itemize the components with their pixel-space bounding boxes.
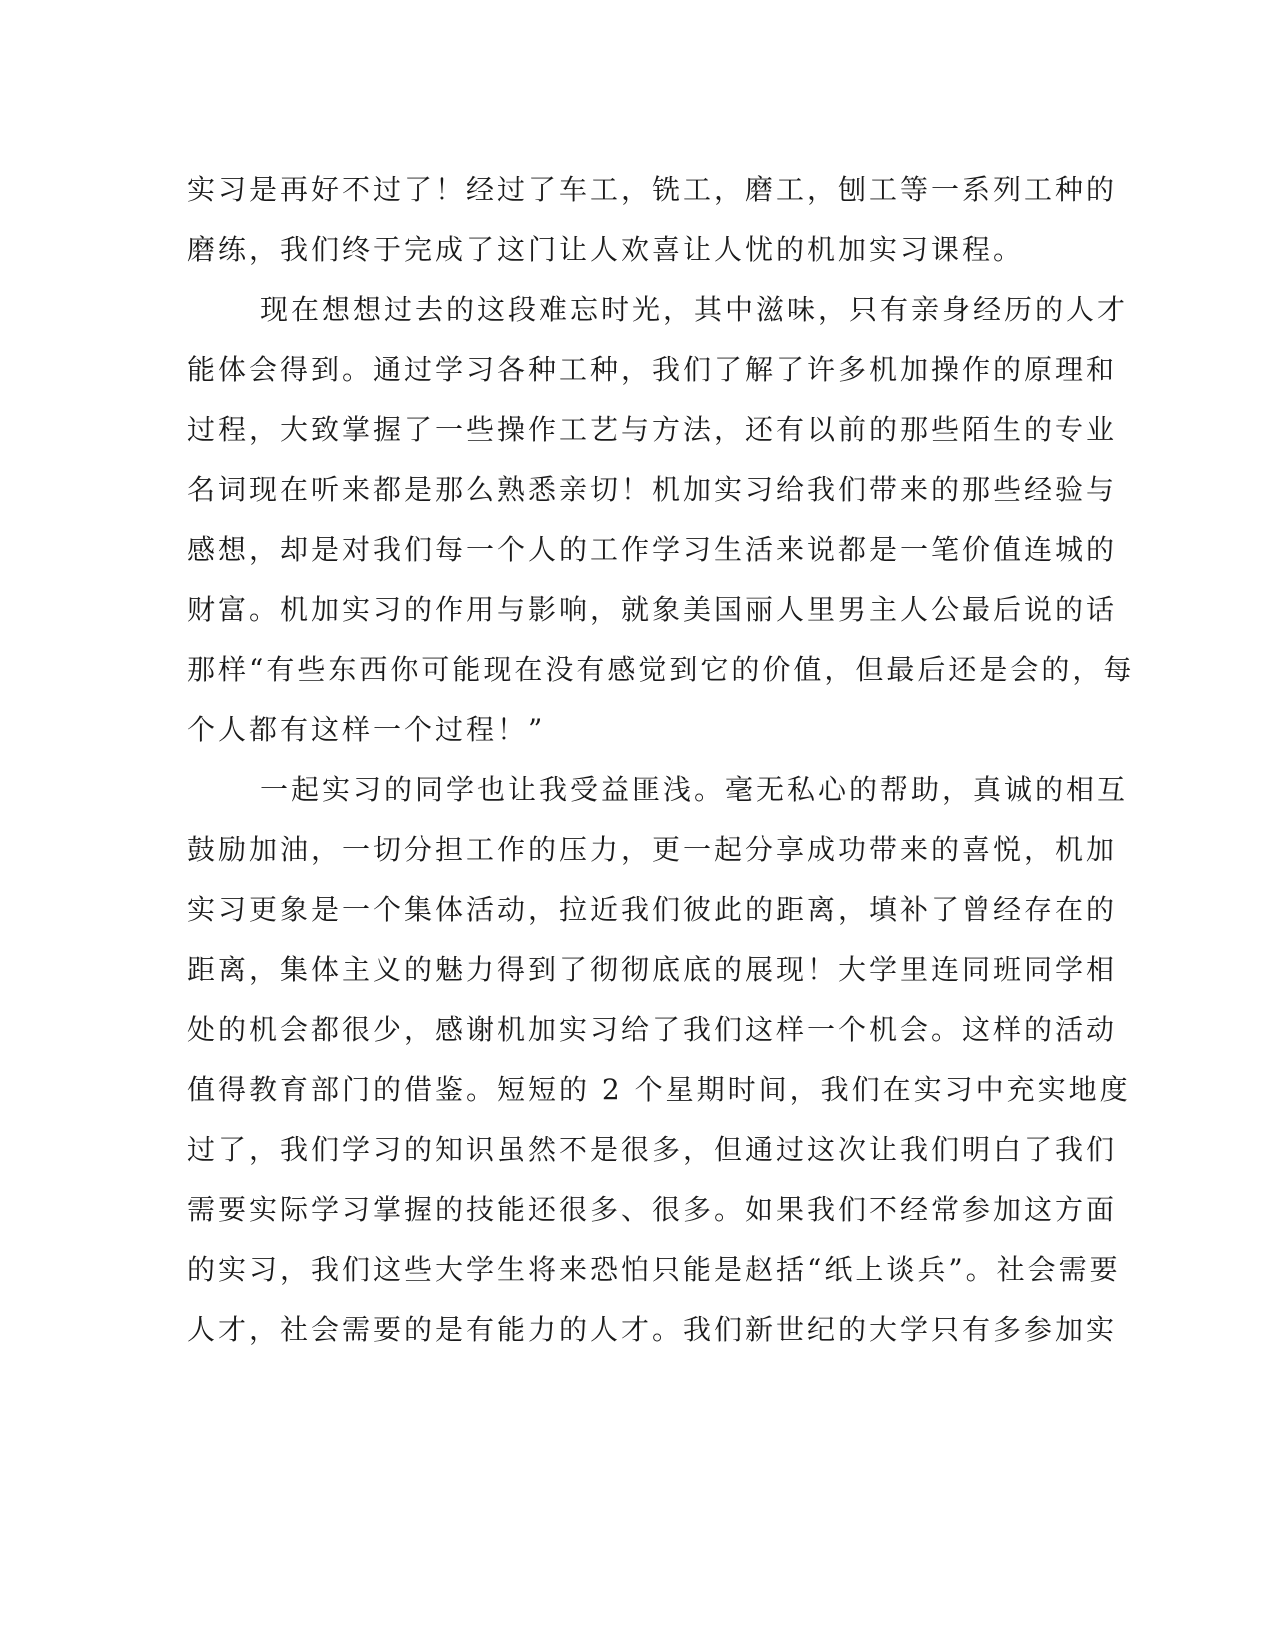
text-line: 能体会得到。通过学习各种工种，我们了解了许多机加操作的原理和	[187, 353, 1118, 386]
paragraph-start-line: 现在想想过去的这段难忘时光，其中滋味，只有亲身经历的人才	[260, 293, 1129, 326]
text-line: 距离，集体主义的魅力得到了彻彻底底的展现！大学里连同班同学相	[187, 953, 1118, 986]
text-line: 值得教育部门的借鉴。短短的 2 个星期时间，我们在实习中充实地度	[187, 1073, 1131, 1106]
body-text	[187, 160, 1135, 1360]
text-line: 的实习，我们这些大学生将来恐怕只能是赵括“纸上谈兵”。社会需要	[187, 1253, 1121, 1286]
text-line: 人才，社会需要的是有能力的人才。我们新世纪的大学只有多参加实	[187, 1313, 1118, 1346]
text-line: 个人都有这样一个过程！”	[187, 713, 546, 746]
text-line: 名词现在听来都是那么熟悉亲切！机加实习给我们带来的那些经验与	[187, 473, 1118, 506]
text-line: 那样“有些东西你可能现在没有感觉到它的价值，但最后还是会的，每	[187, 653, 1135, 686]
paragraph-start-line: 一起实习的同学也让我受益匪浅。毫无私心的帮助，真诚的相互	[260, 773, 1129, 806]
text-line: 过程，大致掌握了一些操作工艺与方法，还有以前的那些陌生的专业	[187, 413, 1118, 446]
text-line: 实习是再好不过了！经过了车工，铣工，磨工，刨工等一系列工种的	[187, 173, 1118, 206]
text-line: 磨练，我们终于完成了这门让人欢喜让人忧的机加实习课程。	[187, 233, 1025, 266]
text-line: 实习更象是一个集体活动，拉近我们彼此的距离，填补了曾经存在的	[187, 893, 1118, 926]
text-line: 财富。机加实习的作用与影响，就象美国丽人里男主人公最后说的话	[187, 593, 1118, 626]
text-line: 鼓励加油，一切分担工作的压力，更一起分享成功带来的喜悦，机加	[187, 833, 1118, 866]
text-line: 过了，我们学习的知识虽然不是很多，但通过这次让我们明白了我们	[187, 1133, 1118, 1166]
text-line: 处的机会都很少，感谢机加实习给了我们这样一个机会。这样的活动	[187, 1013, 1118, 1046]
text-line: 需要实际学习掌握的技能还很多、很多。如果我们不经常参加这方面	[187, 1193, 1118, 1226]
text-line: 感想，却是对我们每一个人的工作学习生活来说都是一笔价值连城的	[187, 533, 1118, 566]
